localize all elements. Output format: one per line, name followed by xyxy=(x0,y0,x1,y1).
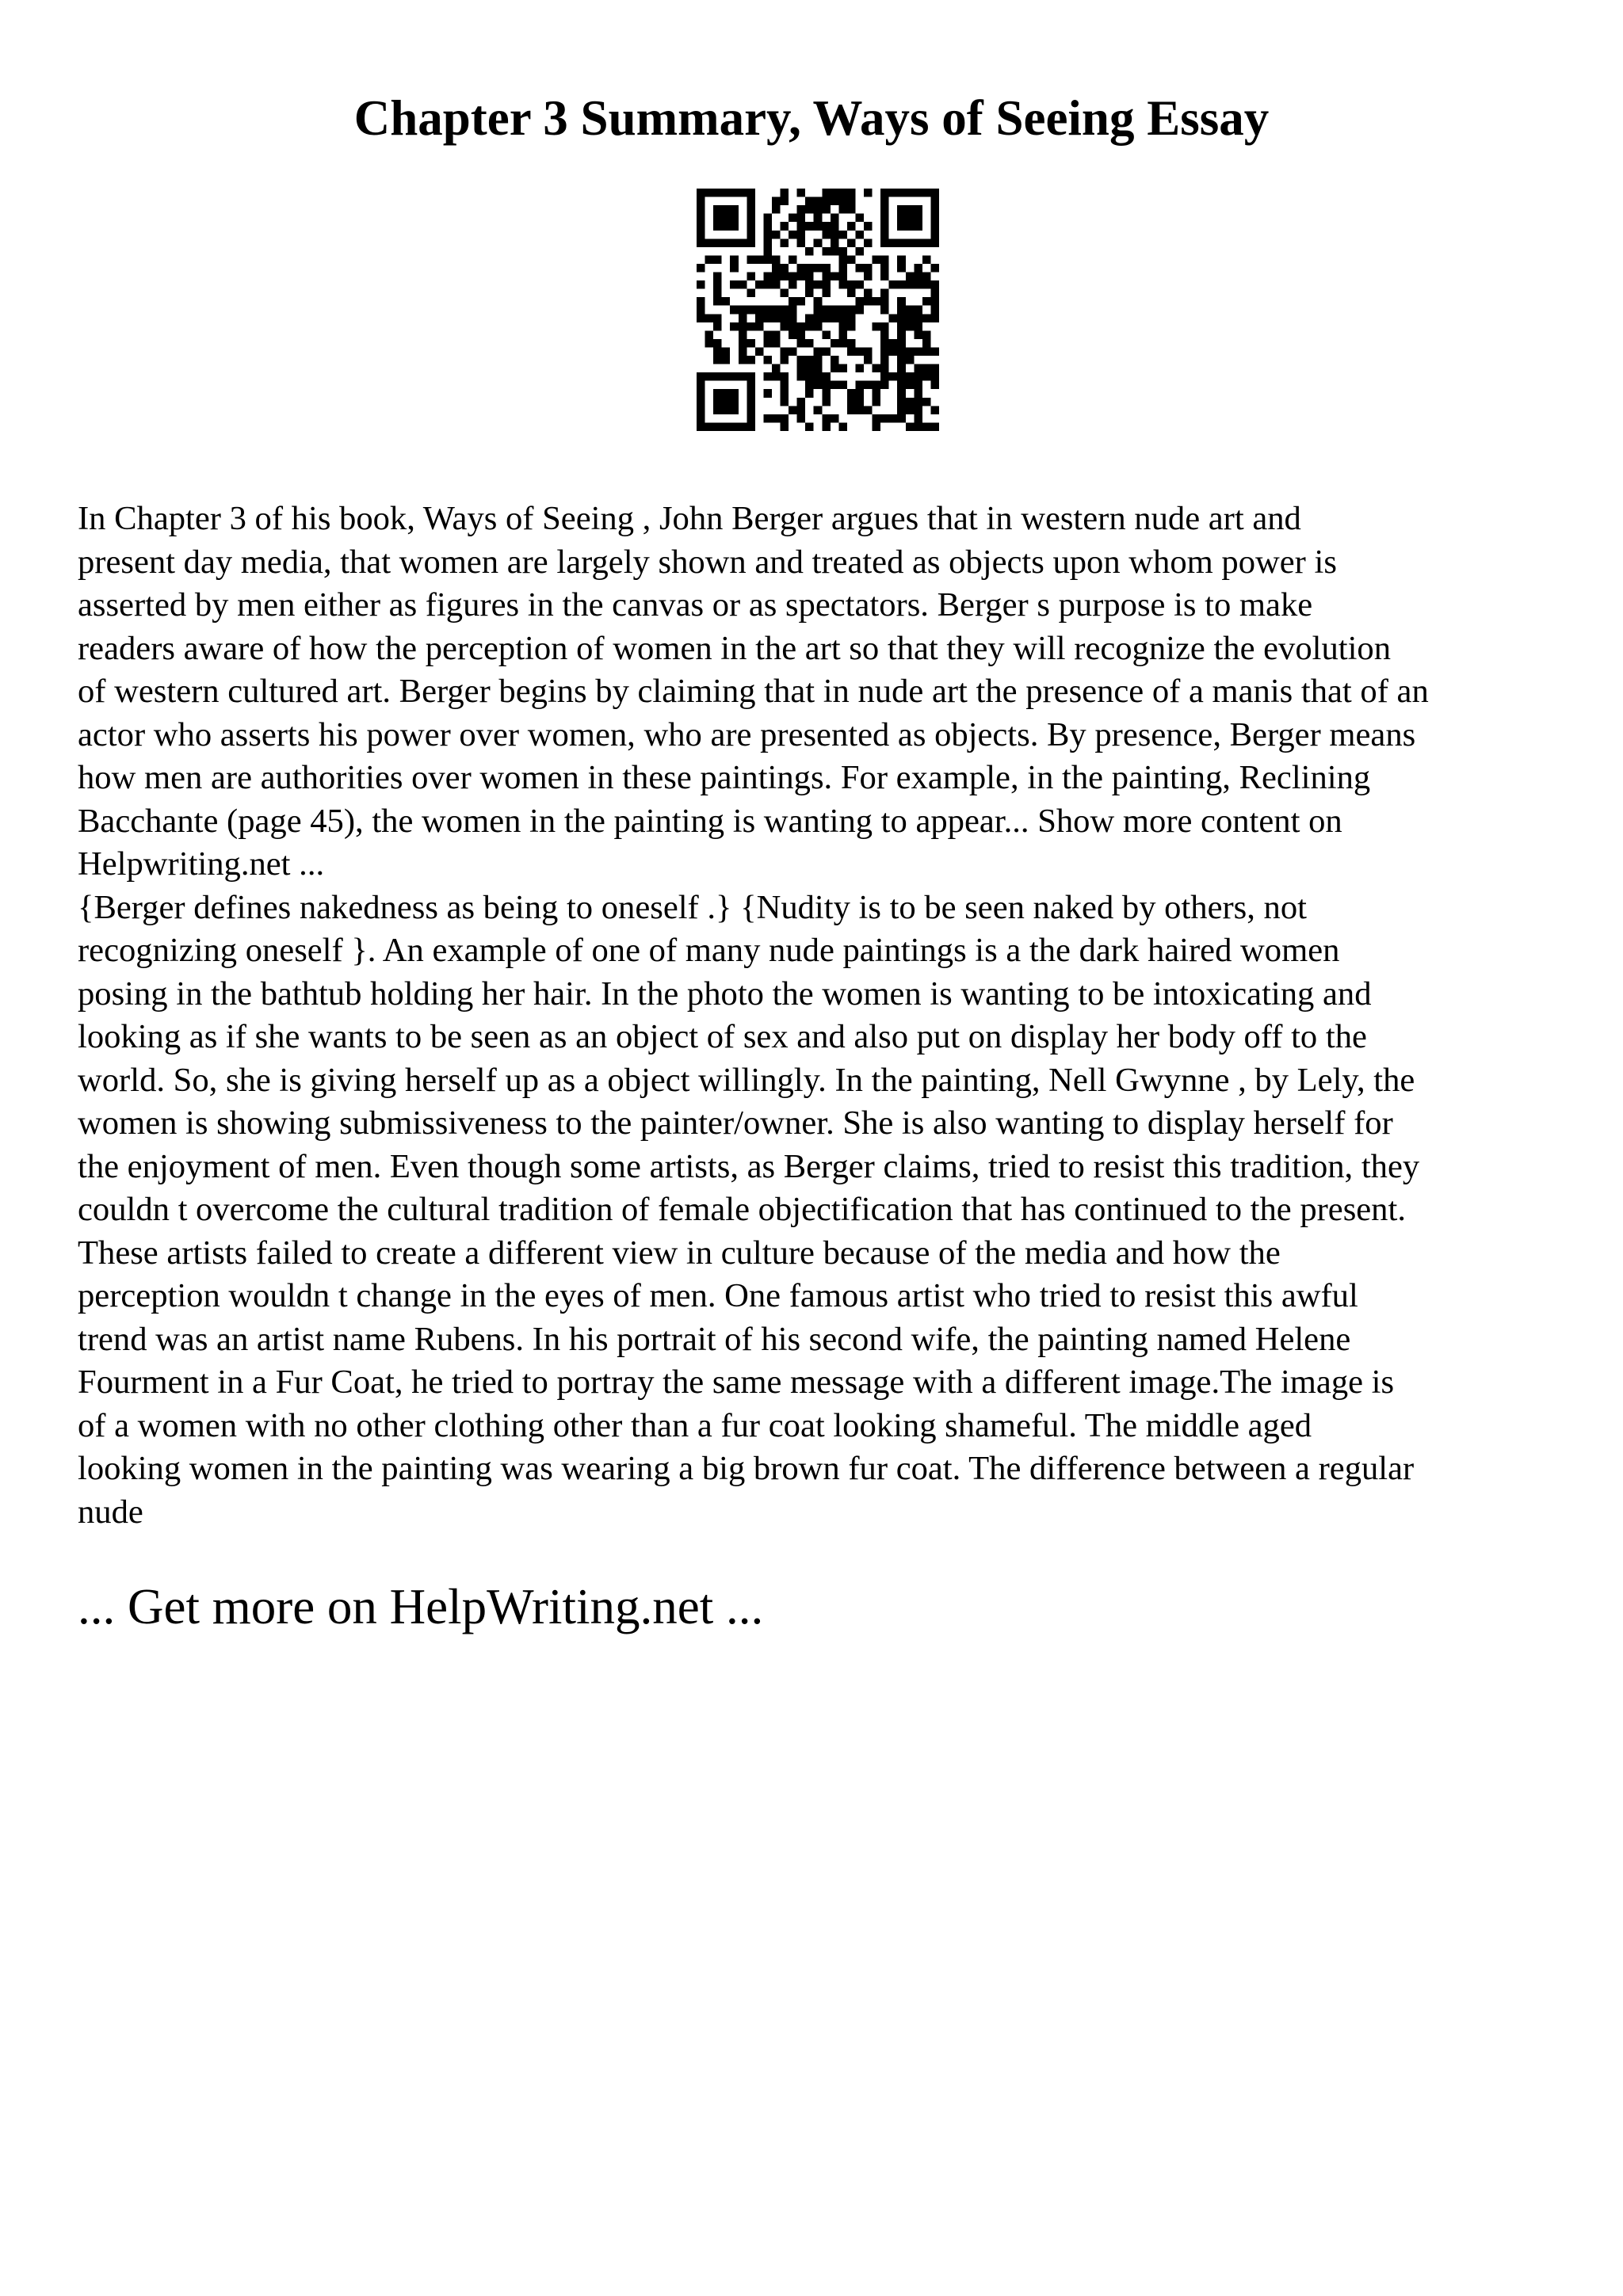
get-more-link[interactable]: ... Get more on HelpWriting.net ... xyxy=(78,1579,764,1634)
paragraph: {Berger defines nakedness as being to oneself .} {Nudity is to be seen naked by others, not recognizing oneself }. An example of one of many nude paintings is a the dark haired women posing in the bathtub holding her hair. In the photo the women is wanting to be intoxicating and looking as if she wants to be seen as an object of sex and also put on display her body off to the world. So, she is giving herself up as a object willingly. In the painting, Nell Gwynne , by Lely, the women is showing submissiveness to the painter/owner. She is also wanting to display herself for the enjoyment of men. Even though some artists, as Berger claims, tried to resist this tradition, they couldn t overcome the cultural tradition of female objectification that has continued to the present. These artists failed to create a different view in culture because of the media and how the perception wouldn t change in the eyes of men. One famous artist who tried to resist this awful trend was an artist name Rubens. In his portrait of his second wife, the painting named Helene Fourment in a Fur Coat, he tried to portray the same message with a different image.The image is of a women with no other clothing other than a fur coat looking shameful. The middle aged looking women in the painting was wearing a big brown fur coat. The difference between a regular nude xyxy=(78,888,1420,1531)
page-title: Chapter 3 Summary, Ways of Seeing Essay xyxy=(353,90,1270,146)
essay-body xyxy=(78,498,1568,1534)
paragraph: In Chapter 3 of his book, Ways of Seeing , John Berger argues that in western nude art and present day media, that women are largely shown and treated as objects upon whom power is asserted by men either as figures in the canvas or as spectators. Berger s purpose is to make readers aware of how the perception of women in the art so that they will recognize the evolution of western cultured art. Berger begins by claiming that in nude art the presence of a manis that of an actor who asserts his power over women, who are presented as objects. By presence, Berger means how men are authorities over women in these paintings. For example, in the painting, Reclining Bacchante (page 45), the women in the painting is wanting to appear... Show more content on Helpwriting.net ... xyxy=(78,500,1429,883)
qr-code-icon xyxy=(697,189,939,431)
